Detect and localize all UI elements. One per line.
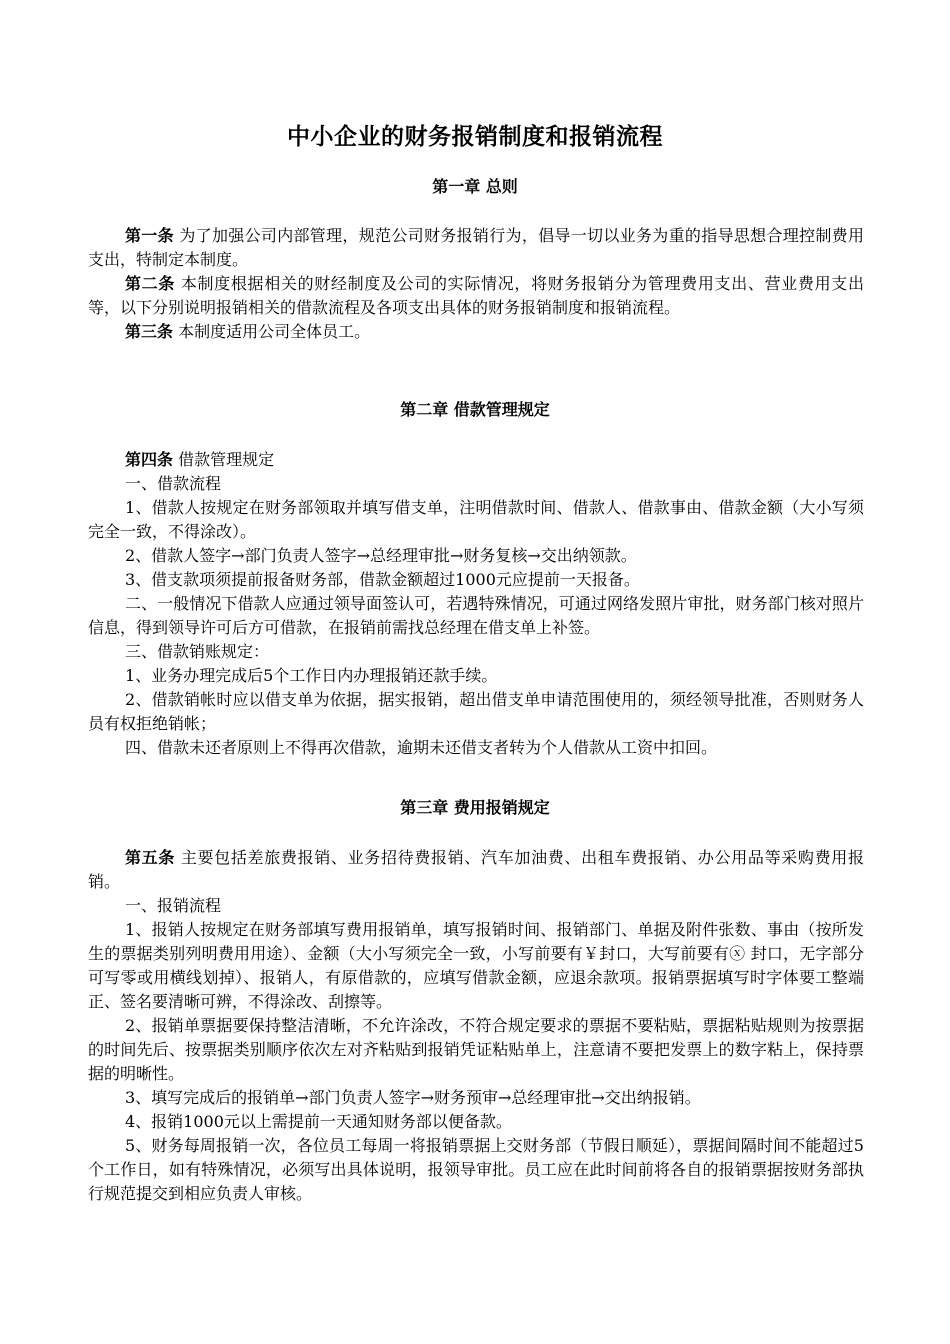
paragraph: 1、报销人按规定在财务部填写费用报销单，填写报销时间、报销部门、单据及附件张数、事由（按所发生的票据类别列明费用用途）、金额（大小写须完全一致，小写前要有￥封口，大写前要有ⓧ 封口，无字部分可写零或用横线划掉）、报销人，有原借款的，应填写借款金额，应退余款项。报销票据填写时字体要工整端正、签名要清晰可辨，不得涂改、刮擦等。 <box>88 920 864 1011</box>
paragraph: 3、填写完成后的报销单→部门负责人签字→财务预审→总经理审批→交出纳报销。 <box>125 1088 701 1107</box>
article-text: 借款管理规定 <box>178 450 275 469</box>
paragraph: 1、借款人按规定在财务部领取并填写借支单，注明借款时间、借款人、借款事由、借款金额（大小写须完全一致，不得涂改）。 <box>88 498 864 541</box>
article-paragraph <box>88 272 864 320</box>
document-title: 中小企业的财务报销制度和报销流程 <box>287 124 663 150</box>
paragraph: 5、财务每周报销一次，各位员工每周一将报销票据上交财务部（节假日顺延），票据间隔时间不能超过5个工作日，如有特殊情况，必须写出具体说明，报领导审批。员工应在此时间前将各自的报销票据按财务部执行规范提交到相应负责人审核。 <box>88 1136 864 1203</box>
article-text: 主要包括差旅费报销、业务招待费报销、汽车加油费、出租车费报销、办公用品等采购费用报销。 <box>88 848 864 891</box>
paragraph: 2、借款销帐时应以借支单为依据，据实报销，超出借支单申请范围使用的，须经领导批准，否则财务人员有权拒绝销帐； <box>88 690 864 733</box>
paragraph: 一、报销流程 <box>125 896 222 915</box>
chapter-1-body <box>88 224 864 344</box>
paragraph: 1、业务办理完成后5个工作日内办理报销还款手续。 <box>125 666 498 685</box>
article-paragraph <box>88 448 864 472</box>
paragraph: 二、一般情况下借款人应通过领导面签认可，若遇特殊情况，可通过网络发照片审批，财务部门核对照片信息，得到领导许可后方可借款，在报销前需找总经理在借支单上补签。 <box>88 594 864 637</box>
article-text: 为了加强公司内部管理，规范公司财务报销行为，倡导一切以业务为重的指导思想合理控制费用支出，特制定本制度。 <box>88 226 864 269</box>
paragraph: 3、借支款项须提前报备财务部，借款金额超过1000元应提前一天报备。 <box>125 570 640 589</box>
chapter-3-heading: 第三章 费用报销规定 <box>400 798 550 817</box>
article-text: 本制度根据相关的财经制度及公司的实际情况，将财务报销分为管理费用支出、营业费用支出等，以下分别说明报销相关的借款流程及各项支出具体的财务报销制度和报销流程。 <box>88 274 864 317</box>
paragraph: 2、借款人签字→部门负责人签字→总经理审批→财务复核→交出纳领款。 <box>125 546 637 565</box>
article-label: 第五条 <box>125 848 176 867</box>
paragraph: 三、借款销账规定： <box>125 642 270 661</box>
paragraph: 2、报销单票据要保持整洁清晰，不允许涂改，不符合规定要求的票据不要粘贴，票据粘贴规则为按票据的时间先后、按票据类别顺序依次左对齐粘贴到报销凭证粘贴单上，注意请不要把发票上的数字粘上，保持票据的明晰性。 <box>88 1016 864 1083</box>
article-label: 第四条 <box>125 450 174 469</box>
chapter-2-heading: 第二章 借款管理规定 <box>400 400 550 419</box>
paragraph: 一、借款流程 <box>125 474 222 493</box>
chapter-3-body <box>88 846 864 1206</box>
article-text: 本制度适用公司全体员工。 <box>178 322 371 341</box>
article-label: 第三条 <box>125 322 174 341</box>
article-paragraph <box>88 846 864 894</box>
chapter-1-heading: 第一章 总则 <box>432 177 518 196</box>
paragraph: 4、报销1000元以上需提前一天通知财务部以便备款。 <box>125 1112 512 1131</box>
paragraph: 四、借款未还者原则上不得再次借款，逾期未还借支者转为个人借款从工资中扣回。 <box>125 738 718 757</box>
article-label: 第二条 <box>125 274 176 293</box>
chapter-2-body <box>88 448 864 760</box>
article-paragraph <box>88 224 864 272</box>
article-paragraph <box>88 320 864 344</box>
article-label: 第一条 <box>125 226 174 245</box>
